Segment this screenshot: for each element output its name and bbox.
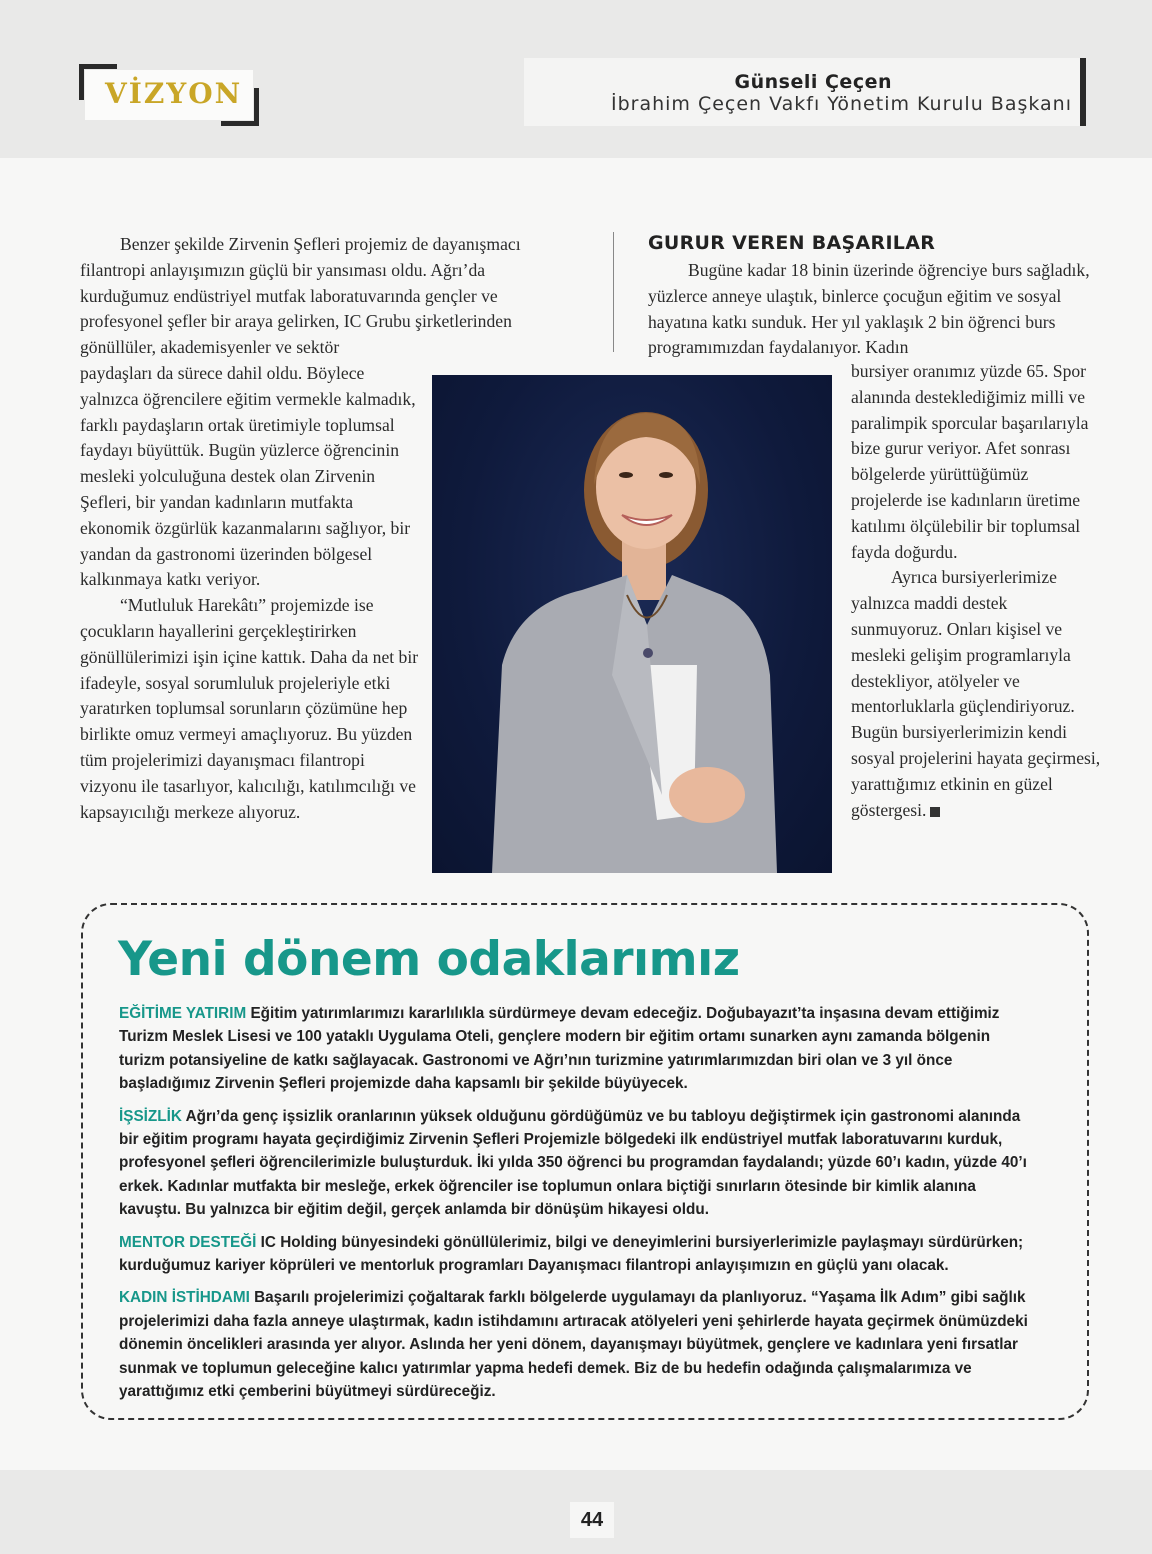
left-column-paragraph-1-continued: paydaşları da sürece dahil oldu. Böylece yalnızca öğrencilere eğitim vermekle kalmadık, farklı paydaşların ortak üretimiyle toplumsal faydayı büyüttük. Bugün yüzlerce öğrencinin mesleki yolculuğuna destek olan Zirvenin Şefleri, bir yandan kadınların mutfakta ekonomik özgürlük kazanmalarını sağlıyor, bir yandan da gastronomi üzerinden bölgesel kalkınmaya katkı veriyor. — [80, 363, 416, 590]
right-column-paragraph-1-continued: bursiyer oranımız yüzde 65. Spor alanında desteklediğimiz milli ve paralimpik sporcular başarılarıyla bize gurur veriyor. Afet sonrası bölgelerde yürüttüğümüz projelerde ise kadınların üretime katılımı ölçülebilir bir toplumsal fayda doğurdu. — [851, 361, 1089, 562]
author-name: Günseli Çeçen — [734, 71, 892, 93]
focus-title: Yeni dönem odaklarımız — [118, 932, 740, 987]
focus-item-key: KADIN İSTİHDAMI — [119, 1289, 250, 1307]
portrait-photo — [432, 375, 832, 873]
focus-item — [119, 1286, 1039, 1403]
left-column-paragraph-2: “Mutluluk Harekâtı” projemizde ise çocukların hayallerini gerçekleştirirken gönüllülerimizi işin içine kattık. Daha da net bir ifadeyle, sosyal sorumluluk projeleriyle etki yaratırken toplumsal sorunların çözümüne hep birlikte omuz vermeyi amaçlıyoruz. Bu yüzden tüm projelerimizi dayanışmacı filantropi vizyonu ile tasarlıyor, kalıcılığı, katılımcılığı ve kapsayıcılığı merkeze alıyoruz. — [80, 595, 419, 822]
right-column-paragraph-2 — [851, 565, 1101, 823]
focus-item — [119, 1105, 1039, 1222]
right-column-top — [648, 232, 1098, 361]
right-column-paragraph-1: Bugüne kadar 18 binin üzerinde öğrenciye burs sağladık, yüzlerce anneye ulaştık, binlerce çocuğun eğitim ve sosyal hayatına katkı sunduk. Her yıl yaklaşık 2 bin öğrenci burs programımızdan faydalanıyor. Kadın — [648, 260, 1090, 358]
pendant-shape — [643, 648, 653, 658]
focus-item-text: Başarılı projelerimizi çoğaltarak farklı bölgelerde uygulamayı da planlıyoruz. “Yaşama İlk Adım” gibi sağlık projelerimizi daha fazla anneye ulaştırmak, kadın istihdamını artıracak atölyeleri yeni şehirlerde hayata geçirmek önümüzdeki dönemin öncelikleri arasında yer alıyor. Aslında her yeni dönem, dayanışmayı büyütmek, gençlere ve kadınlara yeni fırsatlar sunmak ve toplumun geleceğine kalıcı yatırımlar yapma hedefi demek. Biz de bu hedefin odağında çalışmalarımıza ve yarattığımız etki çemberini büyütmeyi sürdüreceğiz. — [119, 1289, 1028, 1401]
eye-left — [619, 472, 633, 478]
left-column-narrow — [80, 361, 420, 825]
section-tag-label: VİZYON — [105, 77, 243, 110]
page-number: 44 — [570, 1502, 614, 1538]
hands-shape — [669, 767, 745, 823]
section-tag — [79, 64, 259, 126]
focus-item-text: Ağrı’da genç işsizlik oranlarının yüksek olduğunu gördüğümüz ve bu tabloyu değiştirmek için gastronomi alanında bir eğitim programı hayata geçirdiğimiz Zirvenin Şefleri Projemizle bölgedeki ilk endüstriyel mutfak laboratuvarını kurduk, profesyonel şefleri öğrencilerimizle buluşturduk. İki yılda 350 öğrenci bu programdan faydalandı; yüzde 60’ı kadın, yüzde 40’ı erkek. Kadınlar mutfakta bir mesleğe, erkek öğrenciler ise toplumun onlara biçtiği sınırların ötesinde bir kimlik alanına kavuştu. Bu yalnızca bir eğitim değil, gerçek anlamda bir dönüşüm hikayesi oldu. — [119, 1107, 1027, 1219]
portrait-illustration — [432, 375, 832, 873]
focus-item-text: IC Holding bünyesindeki gönüllülerimiz, bilgi ve deneyimlerini bursiyerlerimizle paylaşmayı sürdürürken; kurduğumuz kariyer köprüleri ve mentorluk programları Dayanışmacı filantropi anlayışımızın en güçlü yanı olacak. — [119, 1233, 1024, 1275]
focus-item-key: İŞSİZLİK — [119, 1107, 182, 1125]
author-title: İbrahim Çeçen Vakfı Yönetim Kurulu Başkanı — [610, 93, 1072, 115]
author-accent-bar — [1080, 58, 1086, 126]
focus-item — [119, 1231, 1039, 1278]
eye-right — [659, 472, 673, 478]
focus-item-key: EĞİTİME YATIRIM — [119, 1005, 247, 1022]
section-heading: GURUR VEREN BAŞARILAR — [648, 232, 936, 254]
end-of-article-icon — [930, 807, 940, 817]
focus-item-key: MENTOR DESTEĞİ — [119, 1233, 257, 1251]
left-column-paragraph-1: Benzer şekilde Zirvenin Şefleri projemiz de dayanışmacı filantropi anlayışımızın güçlü bir yansıması oldu. Ağrı’da kurduğumuz endüstriyel mutfak laboratuvarında gençler ve profesyonel şefler bir araya gelirken, IC Grubu şirketlerinden gönüllüler, akademisyenler ve sektör — [80, 234, 521, 358]
focus-item — [119, 1002, 1039, 1096]
focus-item-text: Eğitim yatırımlarımızı kararlılıkla sürdürmeye devam edeceğiz. Doğubayazıt’ta inşasına devam ettiğimiz Turizm Meslek Lisesi ve 100 yataklı Uygulama Oteli, gençlere modern bir eğitim ortamı sunarken aynı zamanda bölgenin turizm potansiyeline de katkı sağlayacak. Gastronomi ve Ağrı’nın turizmine yatırımlarımızdan biri olan ve 3 yıl önce başladığımız Zirvenin Şefleri projemizde daha kapsamlı bir şekilde büyüyecek. — [119, 1005, 1000, 1093]
column-divider — [613, 232, 614, 352]
right-column-narrow — [851, 359, 1101, 823]
right-column-paragraph-2-text: Ayrıca bursiyerlerimize yalnızca maddi destek sunmuyoruz. Onları kişisel ve mesleki gelişim programlarıyla destekliyor, atölyeler ve mentorluklarla güçlendiriyoruz. Bugün bursiyerlerimizin kendi sosyal projelerini hayata geçirmesi, yarattığımız etkinin en güzel göstergesi. — [851, 567, 1101, 820]
focus-items — [119, 1002, 1039, 1413]
author-block — [524, 58, 1084, 126]
